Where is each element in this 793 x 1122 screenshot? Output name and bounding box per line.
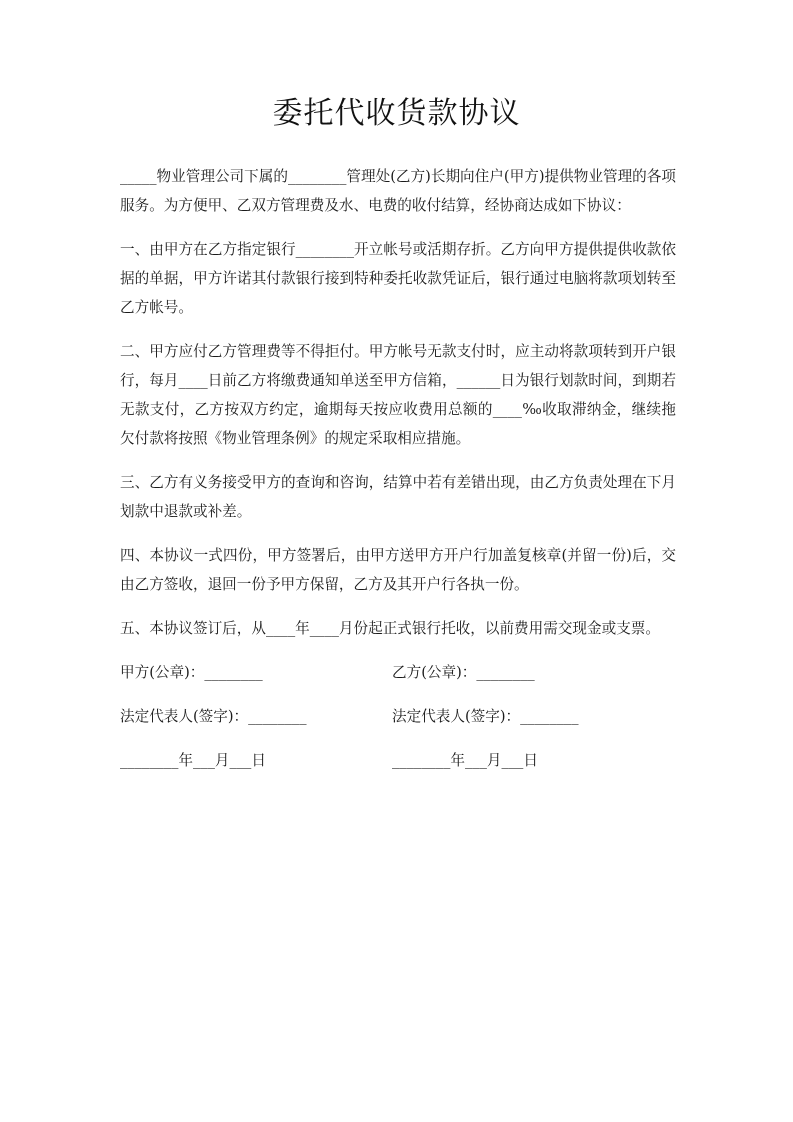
document-title: 委托代收货款协议 [272,96,521,131]
clause-5-paragraph: 五、本协议签订后，从____年____月份起正式银行托收，以前费用需交现金或支票。 [120,620,660,637]
party-a-date-field: ________年___月___日 [120,752,266,769]
representative-row [120,702,676,731]
document-body [120,162,676,790]
clause-2-paragraph: 二、甲方应付乙方管理费等不得拒付。甲方帐号无款支付时，应主动将款项转到开户银行，每月____日前乙方将缴费通知单送至甲方信箱，______日为银行划款时间，到期若无款支付，乙方按双方约定，逾期每天按应收费用总额的____‰收取滞纳金，继续拖欠付款将按照《物业管理条例》的规定采取相应措施。 [120,343,676,447]
party-a-representative-field: 法定代表人(签字)：________ [120,708,307,725]
party-b-representative-field: 法定代表人(签字)：________ [392,708,579,725]
intro-paragraph: _____物业管理公司下属的________管理处(乙方)长期向住户(甲方)提供物业管理的各项服务。为方便甲、乙双方管理费及水、电费的收付结算，经协商达成如下协议： [120,168,676,214]
clause-1-paragraph: 一、由甲方在乙方指定银行________开立帐号或活期存折。乙方向甲方提供提供收款依据的单据，甲方许诺其付款银行接到特种委托收款凭证后，银行通过电脑将款项划转至乙方帐号。 [120,241,676,316]
party-a-seal-field: 甲方(公章)：________ [120,664,263,681]
party-b-date-field: ________年___月___日 [392,752,538,769]
clause-3-paragraph: 三、乙方有义务接受甲方的查询和咨询，结算中若有差错出现，由乙方负责处理在下月划款中退款或补差。 [120,474,676,520]
clause-4-paragraph: 四、本协议一式四份，甲方签署后，由甲方送甲方开户行加盖复核章(并留一份)后，交由乙方签收，退回一份予甲方保留，乙方及其开户行各执一份。 [120,547,676,593]
date-row [120,746,676,775]
seal-row [120,658,676,687]
party-b-seal-field: 乙方(公章)：________ [392,664,535,681]
